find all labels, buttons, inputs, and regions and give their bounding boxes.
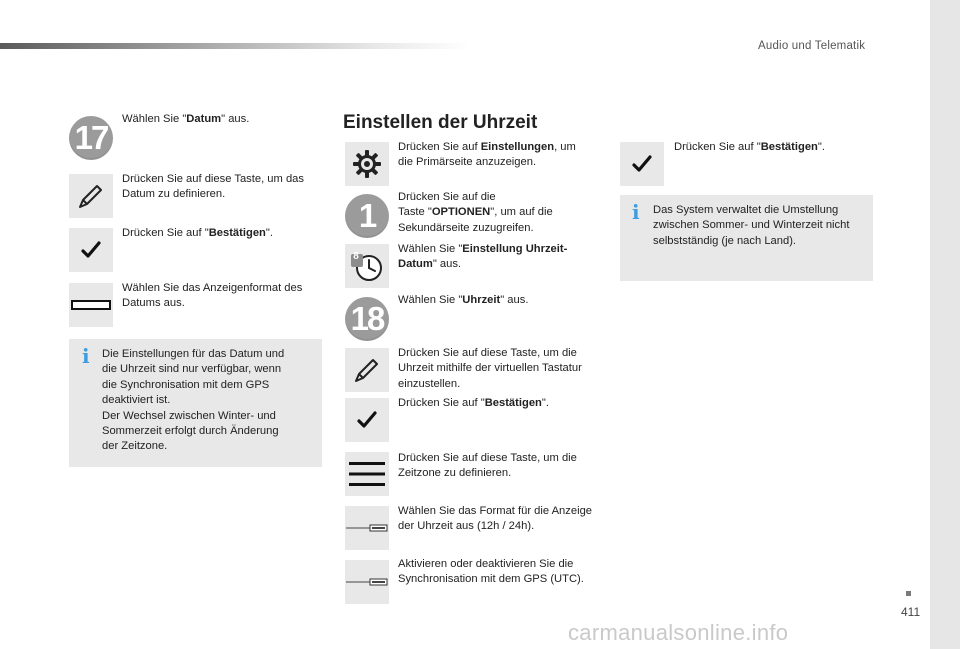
middle-step-time: Wählen Sie "Uhrzeit" aus. xyxy=(398,294,529,306)
list-menu-icon xyxy=(349,459,385,489)
left-step-select-date: Wählen Sie "Datum" aus. xyxy=(122,113,250,125)
step-badge-1: 1 xyxy=(345,194,389,238)
right-info-text: Das System verwaltet die Umstellung zwischen Sommer- und Winterzeit nicht selbstständig (je nach Land). xyxy=(653,204,850,247)
left-step-define-date: Drücken Sie auf diese Taste, um das Datum zu definieren. xyxy=(122,173,304,201)
timezone-button[interactable] xyxy=(345,452,389,496)
checkmark-icon xyxy=(357,411,377,429)
left-step-date-format: Wählen Sie das Anzeigenformat des Datums aus. xyxy=(122,282,303,310)
date-format-selector[interactable] xyxy=(69,283,113,327)
format-bar-icon xyxy=(71,298,111,312)
toggle-switch-icon xyxy=(346,575,388,589)
confirm-time-button[interactable] xyxy=(345,398,389,442)
section-title: Einstellen der Uhrzeit xyxy=(343,112,538,133)
time-date-settings-button[interactable] xyxy=(345,244,389,288)
confirm-final-button[interactable] xyxy=(620,142,664,186)
edit-time-button[interactable] xyxy=(345,348,389,392)
pencil-icon xyxy=(352,355,382,385)
page-marker xyxy=(906,591,911,596)
info-icon: i xyxy=(82,344,90,368)
header-title: Audio und Telematik xyxy=(758,40,866,52)
middle-step-keyboard: Drücken Sie auf diese Taste, um die Uhrzeit mithilfe der virtuellen Tastatur einzustellen. xyxy=(398,347,582,390)
settings-button[interactable] xyxy=(345,142,389,186)
middle-step-time-format: Wählen Sie das Format für die Anzeige der Uhrzeit aus (12h / 24h). xyxy=(398,505,593,533)
right-step-confirm: Drücken Sie auf "Bestätigen". xyxy=(674,141,825,153)
checkmark-icon xyxy=(632,155,652,173)
left-info-text: Die Einstellungen für das Datum und die Uhrzeit sind nur verfügbar, wenn die Synchronisation mit dem GPS deaktiviert ist. Der Wechsel zwischen Winter- und Sommerzeit erfolgt durch Änderung der Zeitzone. xyxy=(102,348,285,453)
time-format-toggle[interactable] xyxy=(345,506,389,550)
clock-badge-number: 8 xyxy=(353,251,359,262)
middle-step-gps-sync: Aktivieren oder deaktivieren Sie die Synchronisation mit dem GPS (UTC). xyxy=(398,558,584,586)
middle-step-confirm: Drücken Sie auf "Bestätigen". xyxy=(398,397,549,409)
gear-icon xyxy=(352,149,382,179)
right-info-panel xyxy=(620,195,873,281)
left-step-confirm: Drücken Sie auf "Bestätigen". xyxy=(122,227,273,239)
middle-step-time-date: Wählen Sie "Einstellung Uhrzeit- Datum" aus. xyxy=(398,243,568,271)
page-number: 411 xyxy=(901,605,921,619)
watermark: carmanualsonline.info xyxy=(568,620,789,645)
pencil-icon xyxy=(76,181,106,211)
info-icon: i xyxy=(632,200,640,224)
middle-step-settings: Drücken Sie auf Einstellungen, um die Primärseite anzuzeigen. xyxy=(398,141,576,169)
step-badge-17: 17 xyxy=(69,116,113,160)
confirm-button[interactable] xyxy=(69,228,113,272)
gps-sync-toggle[interactable] xyxy=(345,560,389,604)
checkmark-icon xyxy=(81,241,101,259)
middle-step-options: Drücken Sie auf die Taste "OPTIONEN", um auf die Sekundärseite zuzugreifen. xyxy=(398,191,553,234)
step-badge-18: 18 xyxy=(345,297,389,341)
toggle-switch-icon xyxy=(346,521,388,535)
edit-button[interactable] xyxy=(69,174,113,218)
header-gradient-bar xyxy=(0,43,470,49)
left-info-panel xyxy=(69,339,322,467)
middle-step-timezone: Drücken Sie auf diese Taste, um die Zeitzone zu definieren. xyxy=(398,452,577,480)
page-edge-strip xyxy=(930,0,960,649)
